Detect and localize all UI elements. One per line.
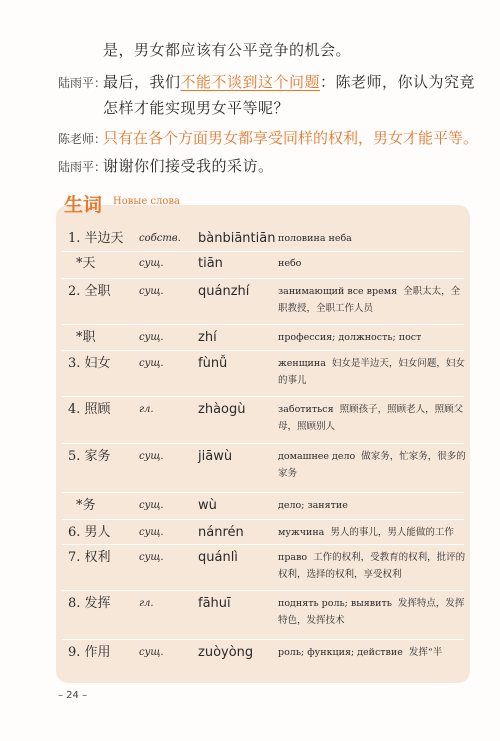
vocab-pinyin: zuòyòng: [198, 645, 254, 660]
vocab-translation: дело; занятие: [278, 500, 348, 511]
vocab-pinyin: fāhuī: [198, 596, 231, 611]
vocab-translation: домашнее дело: [278, 451, 356, 462]
row-divider: [62, 251, 464, 252]
vocab-meaning: [278, 283, 466, 317]
vocab-part-of-speech: сущ.: [139, 258, 164, 269]
vocab-word: 5. 家务: [68, 449, 111, 464]
vocab-part-of-speech: гл.: [139, 598, 154, 609]
row-divider: [62, 492, 464, 493]
vocab-part-of-speech: сущ.: [139, 286, 164, 297]
vocab-part-of-speech: собств.: [139, 233, 181, 244]
vocab-pinyin: zhí: [198, 330, 217, 345]
vocab-translation: половина неба: [278, 233, 352, 244]
vocab-translation: мужчина: [278, 527, 325, 538]
vocab-pinyin: quánzhí: [198, 284, 250, 299]
vocab-examples: 照顾孩子，照顾老人，照顾父母，照顾别人: [278, 404, 464, 432]
vocab-pinyin: wù: [198, 498, 217, 513]
dialog-line-2-part-c: ：陈老师，你认为究竟: [320, 73, 476, 91]
vocab-examples: 妇女是半边天，妇女问题，妇女的事儿: [278, 358, 465, 386]
row-divider: [62, 350, 464, 351]
vocab-part-of-speech: сущ.: [139, 451, 164, 462]
vocabulary-subtitle: Новые слова: [113, 196, 180, 207]
vocab-meaning: [278, 401, 466, 435]
vocab-word: *天: [76, 256, 96, 271]
vocab-pinyin: jiāwù: [198, 449, 233, 464]
row-divider: [62, 519, 464, 520]
vocab-examples: 全职太太，全职教授，全职工作人员: [278, 286, 461, 314]
vocab-part-of-speech: сущ.: [139, 552, 164, 563]
row-divider: [62, 443, 464, 444]
vocab-pinyin: zhàogù: [198, 402, 246, 417]
vocab-part-of-speech: сущ.: [139, 647, 164, 658]
dialog-line-3: 怎样才能实现男女平等呢？: [103, 99, 290, 117]
vocab-part-of-speech: гл.: [139, 404, 154, 415]
vocab-examples: 发挥特点，发挥特色，发挥技术: [278, 598, 465, 626]
vocab-examples: 做家务，忙家务，很多的家务: [278, 451, 466, 479]
vocab-translation: небо: [278, 258, 302, 269]
vocab-meaning: [278, 524, 466, 541]
dialog-line-2: [103, 72, 475, 92]
vocab-meaning: [278, 595, 466, 629]
vocab-meaning: [278, 549, 466, 583]
vocab-word: 8. 发挥: [68, 596, 111, 611]
vocab-part-of-speech: сущ.: [139, 358, 164, 369]
speaker-chen-laoshi: 陈老师：: [58, 132, 107, 146]
speaker-lu-yuping: 陆雨平：: [58, 76, 107, 90]
dialog-line-5: 谢谢你们接受我的采访。: [103, 157, 274, 175]
vocab-part-of-speech: сущ.: [139, 527, 164, 538]
vocab-translation: право: [278, 552, 308, 563]
dialog-line-4: 只有在各个方面男女都享受同样的权利，男女才能平等。: [103, 129, 479, 147]
vocabulary-title: 生词: [64, 194, 103, 216]
vocab-pinyin: fùnǚ: [198, 356, 228, 371]
row-divider: [62, 544, 464, 545]
vocab-meaning: [278, 355, 466, 389]
vocab-part-of-speech: сущ.: [139, 500, 164, 511]
vocab-word: 6. 男人: [68, 525, 111, 540]
vocab-part-of-speech: сущ.: [139, 332, 164, 343]
dialog-line-2-part-a: 最后，我们: [103, 73, 181, 91]
row-divider: [62, 639, 464, 640]
vocab-translation: роль; функция; действие: [278, 647, 403, 658]
vocab-word: 4. 照顾: [68, 402, 111, 417]
vocab-word: 7. 权利: [68, 550, 111, 565]
page-number: – 24 –: [58, 690, 88, 701]
vocab-meaning: [278, 497, 466, 514]
vocab-word: 1. 半边天: [68, 231, 124, 246]
vocab-meaning: [278, 329, 466, 346]
dialog-highlight-phrase: 不能不谈到这个问题: [180, 73, 321, 91]
row-divider: [62, 396, 464, 397]
dialog-line-1: 是，男女都应该有公平竞争的机会。: [103, 41, 352, 59]
vocab-examples: 发挥“半: [408, 647, 443, 658]
vocab-word: 2. 全职: [68, 284, 111, 299]
vocab-meaning: [278, 255, 466, 272]
vocab-word: 9. 作用: [68, 645, 111, 660]
vocab-word: *职: [76, 330, 96, 345]
vocab-pinyin: quánlì: [198, 550, 238, 565]
vocab-translation: поднять роль; выявить: [278, 598, 392, 609]
vocab-meaning: [278, 644, 466, 661]
vocab-pinyin: bànbiāntiān: [198, 231, 276, 246]
vocab-examples: 男人的事儿，男人能做的工作: [330, 527, 454, 538]
vocab-translation: занимающий все время: [278, 286, 398, 297]
vocab-translation: профессия; должность; пост: [278, 332, 422, 343]
row-divider: [62, 590, 464, 591]
vocab-word: 3. 妇女: [68, 356, 111, 371]
vocab-translation: заботиться: [278, 404, 334, 415]
row-divider: [62, 324, 464, 325]
vocab-word: *务: [76, 498, 96, 513]
vocab-pinyin: nánrén: [198, 525, 244, 540]
vocab-pinyin: tiān: [198, 256, 223, 271]
speaker-lu-yuping-2: 陆雨平：: [58, 160, 107, 174]
vocab-examples: 工作的权利，受教育的权利，批评的权利，选择的权利，享受权利: [278, 552, 466, 580]
vocab-meaning: [278, 230, 466, 247]
vocab-translation: женщина: [278, 358, 326, 369]
vocab-meaning: [278, 448, 466, 482]
row-divider: [62, 278, 464, 279]
